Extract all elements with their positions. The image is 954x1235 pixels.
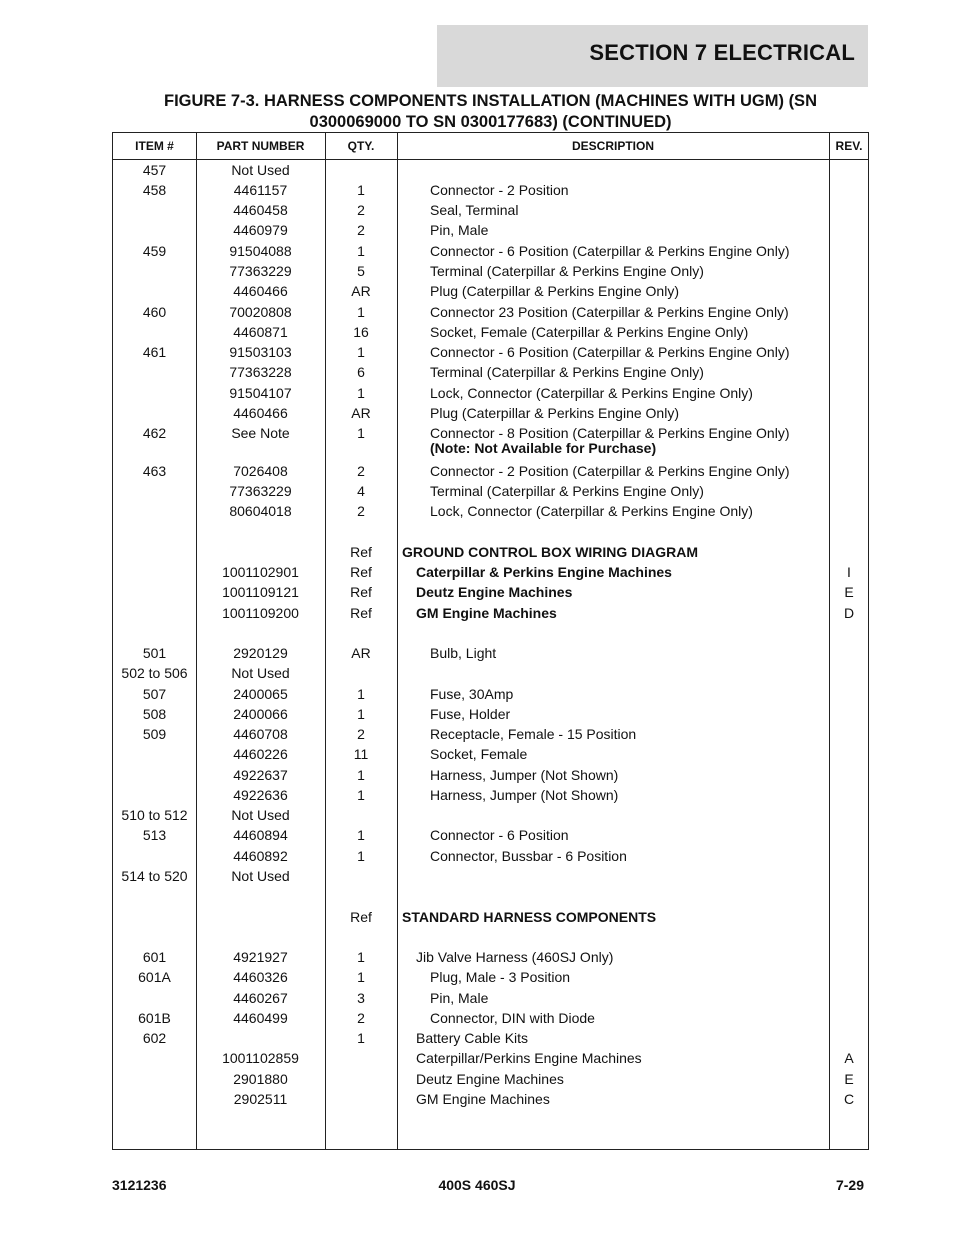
quantity: 6 <box>357 364 365 380</box>
part-number: 4460466 <box>233 405 288 421</box>
figure-title <box>112 91 869 133</box>
quantity: 2 <box>357 503 365 519</box>
quantity: Ref <box>350 909 372 925</box>
figure-title-line-2: 0300069000 TO SN 0300177683) (CONTINUED) <box>309 113 672 131</box>
quantity: AR <box>351 645 371 661</box>
quantity: 4 <box>357 483 365 499</box>
header-description: DESCRIPTION <box>571 139 654 153</box>
part-number: 70020808 <box>229 304 292 320</box>
quantity: 11 <box>353 746 369 762</box>
part-number: 4460979 <box>233 222 288 238</box>
table-row <box>113 562 868 582</box>
description: Seal, Terminal <box>430 202 519 218</box>
table-row <box>113 643 868 663</box>
table-row <box>113 1089 868 1109</box>
footer-model: 400S 460SJ <box>438 1177 516 1193</box>
quantity: AR <box>351 283 371 299</box>
header-rev: REV. <box>835 139 863 153</box>
part-number: 91504107 <box>229 385 292 401</box>
table-row <box>113 603 868 623</box>
part-number: 2400066 <box>233 706 288 722</box>
part-number: 77363229 <box>229 263 292 279</box>
part-number: 4461157 <box>233 182 288 198</box>
item-number: 457 <box>142 162 167 178</box>
part-number: Not Used <box>231 665 290 681</box>
description: Connector 23 Position (Caterpillar & Perkins Engine Only) <box>430 304 789 320</box>
description: Deutz Engine Machines <box>416 1071 564 1087</box>
quantity: 1 <box>357 425 365 441</box>
table-row <box>113 220 868 240</box>
revision: D <box>843 605 855 621</box>
part-number: 4460892 <box>233 848 288 864</box>
quantity: Ref <box>350 605 372 621</box>
description: STANDARD HARNESS COMPONENTS <box>402 909 657 925</box>
quantity: 1 <box>357 767 365 783</box>
item-number: 601A <box>138 969 171 985</box>
description-note <box>397 440 862 457</box>
part-number: See Note <box>231 425 290 441</box>
part-number: 4922637 <box>233 767 288 783</box>
part-number: 1001109121 <box>222 584 299 600</box>
quantity: 1 <box>357 243 365 259</box>
item-number: 461 <box>142 344 167 360</box>
header-item: ITEM # <box>135 139 174 153</box>
description: GM Engine Machines <box>416 605 557 621</box>
section-banner <box>437 25 868 87</box>
description: Plug (Caterpillar & Perkins Engine Only) <box>430 405 679 421</box>
table-row <box>113 1069 868 1089</box>
table-row <box>113 765 868 785</box>
table-row <box>113 302 868 322</box>
description: Pin, Male <box>430 990 489 1006</box>
part-number: 4460458 <box>233 202 288 218</box>
table-row <box>113 846 868 866</box>
table-row <box>113 1028 868 1048</box>
item-number: 458 <box>142 182 167 198</box>
part-number: 4460894 <box>233 827 288 843</box>
item-number: 509 <box>142 726 167 742</box>
quantity: 1 <box>357 706 365 722</box>
table-row <box>113 383 868 403</box>
table-row <box>113 180 868 200</box>
part-number: 77363229 <box>229 483 292 499</box>
part-number: 1001102901 <box>222 564 299 580</box>
quantity: AR <box>351 405 371 421</box>
table-row <box>113 1048 868 1068</box>
section-title: SECTION 7 ELECTRICAL <box>589 40 855 65</box>
quantity: 1 <box>357 1030 365 1046</box>
quantity: 1 <box>357 182 365 198</box>
description: Pin, Male <box>430 222 489 238</box>
table-row <box>113 744 868 764</box>
quantity: 1 <box>357 385 365 401</box>
description: Harness, Jumper (Not Shown) <box>430 787 619 803</box>
item-number: 502 to 506 <box>121 665 188 681</box>
part-number: Not Used <box>231 162 290 178</box>
item-number: 510 to 512 <box>121 807 188 823</box>
footer-doc-number: 3121236 <box>112 1177 167 1193</box>
item-number: 459 <box>142 243 167 259</box>
description: Connector - 6 Position (Caterpillar & Perkins Engine Only) <box>430 344 790 360</box>
description: Deutz Engine Machines <box>416 584 573 600</box>
part-number: 4460499 <box>233 1010 288 1026</box>
table-row <box>113 967 868 987</box>
quantity: 1 <box>357 344 365 360</box>
table-row <box>113 724 868 744</box>
part-number: 91504088 <box>229 243 292 259</box>
header-qty: QTY. <box>347 139 375 153</box>
item-number: 601B <box>138 1010 171 1026</box>
table-row <box>113 160 868 180</box>
part-number: 2920129 <box>233 645 288 661</box>
quantity: Ref <box>350 584 372 600</box>
parts-table <box>112 132 869 1150</box>
quantity: 1 <box>357 969 365 985</box>
description: Receptacle, Female - 15 Position <box>430 726 637 742</box>
description: GROUND CONTROL BOX WIRING DIAGRAM <box>402 544 699 560</box>
item-number: 460 <box>142 304 167 320</box>
table-row <box>113 542 868 562</box>
description: Socket, Female (Caterpillar & Perkins Engine Only) <box>430 324 749 340</box>
part-number: 1001109200 <box>222 605 299 621</box>
revision: A <box>844 1050 854 1066</box>
quantity: 1 <box>357 827 365 843</box>
part-number: 2901880 <box>233 1071 288 1087</box>
description: Bulb, Light <box>430 645 497 661</box>
revision: I <box>847 564 851 580</box>
quantity: Ref <box>350 544 372 560</box>
part-number: 4460871 <box>233 324 288 340</box>
table-row <box>113 261 868 281</box>
table-row <box>113 805 868 825</box>
table-row <box>113 866 868 886</box>
table-row <box>113 988 868 1008</box>
part-number: Not Used <box>231 807 290 823</box>
item-number: 602 <box>142 1030 167 1046</box>
part-number: 4460708 <box>233 726 288 742</box>
quantity: 2 <box>357 222 365 238</box>
table-row <box>113 684 868 704</box>
table-row <box>113 322 868 342</box>
description: Connector - 2 Position <box>430 182 569 198</box>
table-row <box>113 200 868 220</box>
revision: C <box>843 1091 855 1107</box>
quantity: 2 <box>357 463 365 479</box>
description: Connector - 6 Position <box>430 827 569 843</box>
header-part-number: PART NUMBER <box>216 139 305 153</box>
table-row <box>113 501 868 521</box>
table-row <box>113 281 868 301</box>
part-number: 4922636 <box>233 787 288 803</box>
table-row <box>113 1008 868 1028</box>
quantity: 1 <box>357 949 365 965</box>
description: Terminal (Caterpillar & Perkins Engine Only) <box>430 263 704 279</box>
quantity: Ref <box>350 564 372 580</box>
table-row <box>113 947 868 967</box>
part-number: 2400065 <box>233 686 288 702</box>
part-number: 1001102859 <box>222 1050 299 1066</box>
table-row <box>113 342 868 362</box>
table-row <box>113 423 868 456</box>
part-number: 91503103 <box>229 344 292 360</box>
description: Terminal (Caterpillar & Perkins Engine Only) <box>430 364 704 380</box>
description: Lock, Connector (Caterpillar & Perkins Engine Only) <box>430 385 753 401</box>
description: Connector - 8 Position (Caterpillar & Perkins Engine Only) <box>430 425 790 441</box>
quantity: 1 <box>357 686 365 702</box>
description: Connector - 2 Position (Caterpillar & Perkins Engine Only) <box>430 463 790 479</box>
description: Harness, Jumper (Not Shown) <box>430 767 619 783</box>
item-number: 508 <box>142 706 167 722</box>
description: Fuse, 30Amp <box>430 686 514 702</box>
part-number: 4460466 <box>233 283 288 299</box>
item-number: 514 to 520 <box>121 868 188 884</box>
table-row <box>113 481 868 501</box>
note-text: (Note: Not Available for Purchase) <box>430 440 657 456</box>
item-number: 501 <box>142 645 167 661</box>
description: Connector, DIN with Diode <box>430 1010 595 1026</box>
item-number: 601 <box>142 949 167 965</box>
quantity: 16 <box>353 324 369 340</box>
description: Fuse, Holder <box>430 706 511 722</box>
table-row <box>113 663 868 683</box>
quantity: 2 <box>357 1010 365 1026</box>
description: GM Engine Machines <box>416 1091 550 1107</box>
part-number: 2902511 <box>233 1091 288 1107</box>
item-number: 463 <box>142 463 167 479</box>
description: Caterpillar & Perkins Engine Machines <box>416 564 672 580</box>
table-row <box>113 461 868 481</box>
description: Terminal (Caterpillar & Perkins Engine Only) <box>430 483 704 499</box>
table-row <box>113 825 868 845</box>
description: Plug, Male - 3 Position <box>430 969 571 985</box>
quantity: 3 <box>357 990 365 1006</box>
part-number: 4460326 <box>233 969 288 985</box>
part-number: 4921927 <box>233 949 288 965</box>
quantity: 2 <box>357 202 365 218</box>
description: Battery Cable Kits <box>416 1030 529 1046</box>
table-row <box>113 403 868 423</box>
item-number: 462 <box>142 425 167 441</box>
part-number: 7026408 <box>233 463 288 479</box>
table-row <box>113 582 868 602</box>
figure-title-line-1: FIGURE 7-3. HARNESS COMPONENTS INSTALLATION (MACHINES WITH UGM) (SN <box>164 92 817 110</box>
part-number: 4460267 <box>233 990 288 1006</box>
table-row <box>113 785 868 805</box>
item-number: 513 <box>142 827 167 843</box>
description: Caterpillar/Perkins Engine Machines <box>416 1050 642 1066</box>
quantity: 2 <box>357 726 365 742</box>
quantity: 1 <box>357 848 365 864</box>
quantity: 1 <box>357 304 365 320</box>
revision: E <box>844 584 854 600</box>
quantity: 5 <box>357 263 365 279</box>
description: Connector - 6 Position (Caterpillar & Perkins Engine Only) <box>430 243 790 259</box>
description: Jib Valve Harness (460SJ Only) <box>416 949 614 965</box>
part-number: 80604018 <box>229 503 292 519</box>
table-row <box>113 907 868 927</box>
description: Connector, Bussbar - 6 Position <box>430 848 627 864</box>
description: Plug (Caterpillar & Perkins Engine Only) <box>430 283 679 299</box>
description: Socket, Female <box>430 746 528 762</box>
part-number: Not Used <box>231 868 290 884</box>
revision: E <box>844 1071 854 1087</box>
item-number: 507 <box>142 686 167 702</box>
table-row <box>113 362 868 382</box>
table-row <box>113 241 868 261</box>
part-number: 77363228 <box>229 364 292 380</box>
footer-page-number: 7-29 <box>835 1177 864 1193</box>
quantity: 1 <box>357 787 365 803</box>
description: Lock, Connector (Caterpillar & Perkins Engine Only) <box>430 503 753 519</box>
table-row <box>113 704 868 724</box>
part-number: 4460226 <box>233 746 288 762</box>
